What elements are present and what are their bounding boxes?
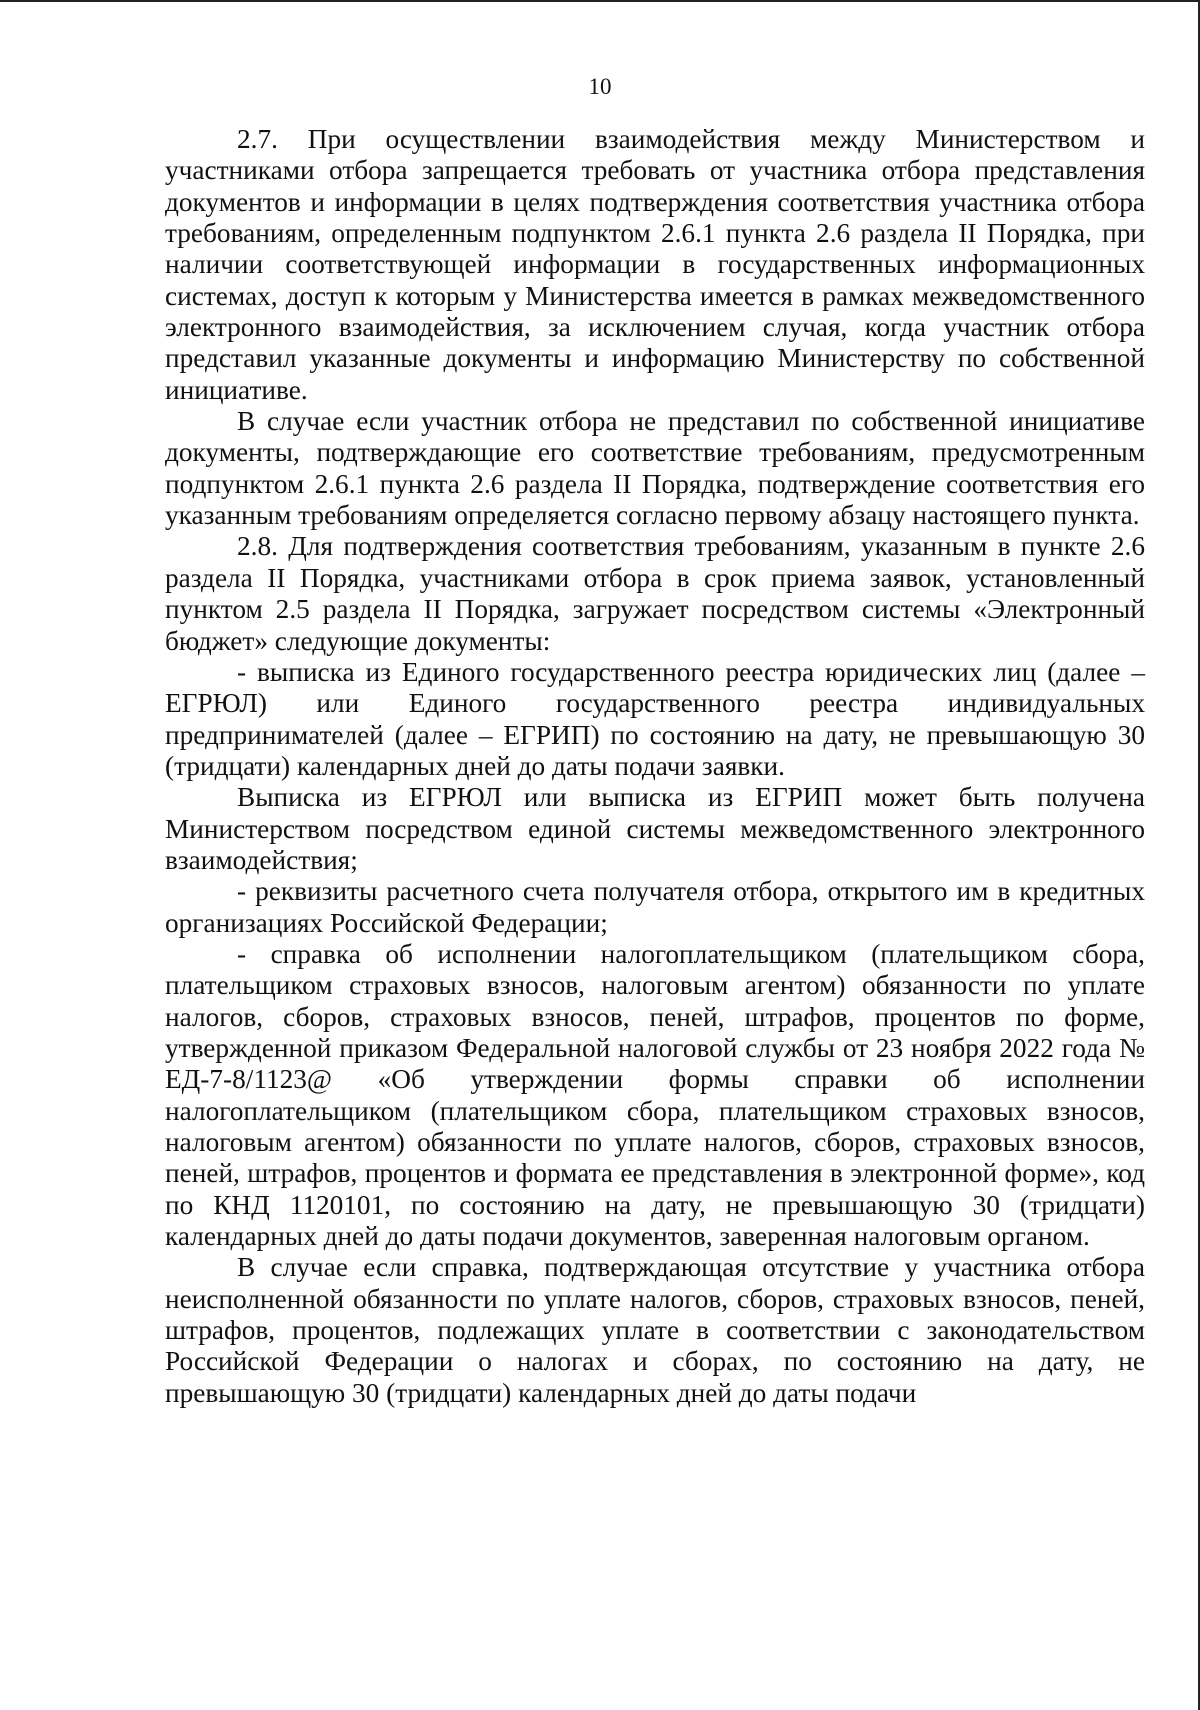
list-item-egrul-extract: - выписка из Единого государственного реестра юридических лиц (далее – ЕГРЮЛ) или Единого государственного реестра индивидуальных предпринимателей (далее – ЕГРИП) по состоянию на дату, не превышающую 30 (тридцати) календарных дней до даты подачи заявки.: [165, 656, 1145, 781]
list-item-bank-details: - реквизиты расчетного счета получателя отбора, открытого им в кредитных организациях Российской Федерации;: [165, 876, 1145, 938]
list-item-tax-certificate: - справка об исполнении налогоплательщиком (плательщиком сбора, плательщиком страховых взносов, налоговым агентом) обязанности по уплате налогов, сборов, страховых взносов, пеней, штрафов, процентов по форме, утвержденной приказом Федеральной налоговой службы от 23 ноября 2022 года № ЕД-7-8/1123@ «Об утверждении формы справки об исполнении налогоплательщиком (плательщиком сбора, плательщиком страховых взносов, налоговым агентом) обязанности по уплате налогов, сборов, страховых взносов, пеней, штрафов, процентов и формата ее представления в электронной форме», код по КНД 1120101, по состоянию на дату, не превышающую 30 (тридцати) календарных дней до даты подачи документов, заверенная налоговым органом.: [165, 938, 1145, 1252]
paragraph-certificate-case: В случае если справка, подтверждающая отсутствие у участника отбора неисполненной обязанности по уплате налогов, сборов, страховых взносов, пеней, штрафов, процентов, подлежащих уплате в соответствии с законодательством Российской Федерации о налогах и сборах, по состоянию на дату, не превышающую 30 (тридцати) календарных дней до даты подачи: [165, 1252, 1145, 1408]
paragraph-2-8: 2.8. Для подтверждения соответствия требованиям, указанным в пункте 2.6 раздела II Порядка, участниками отбора в срок приема заявок, установленный пунктом 2.5 раздела II Порядка, загружает посредством системы «Электронный бюджет» следующие документы:: [165, 531, 1145, 656]
paragraph-egrul-note: Выписка из ЕГРЮЛ или выписка из ЕГРИП может быть получена Министерством посредством единой системы межведомственного электронного взаимодействия;: [165, 782, 1145, 875]
page-number: 10: [588, 74, 612, 99]
paragraph-2-7: 2.7. При осуществлении взаимодействия между Министерством и участниками отбора запрещается требовать от участника отбора представления документов и информации в целях подтверждения соответствия участника отбора требованиям, определенным подпунктом 2.6.1 пункта 2.6 раздела II Порядка, при наличии соответствующей информации в государственных информационных системах, доступ к которым у Министерства имеется в рамках межведомственного электронного взаимодействия, за исключением случая, когда участник отбора представил указанные документы и информацию Министерству по собственной инициативе.: [165, 124, 1145, 405]
document-body: [165, 124, 1145, 1409]
paragraph-2-7-continuation: В случае если участник отбора не представил по собственной инициативе документы, подтверждающие его соответствие требованиям, предусмотренным подпунктом 2.6.1 пункта 2.6 раздела II Порядка, подтверждение соответствия его указанным требованиям определяется согласно первому абзацу настоящего пункта.: [165, 406, 1145, 531]
